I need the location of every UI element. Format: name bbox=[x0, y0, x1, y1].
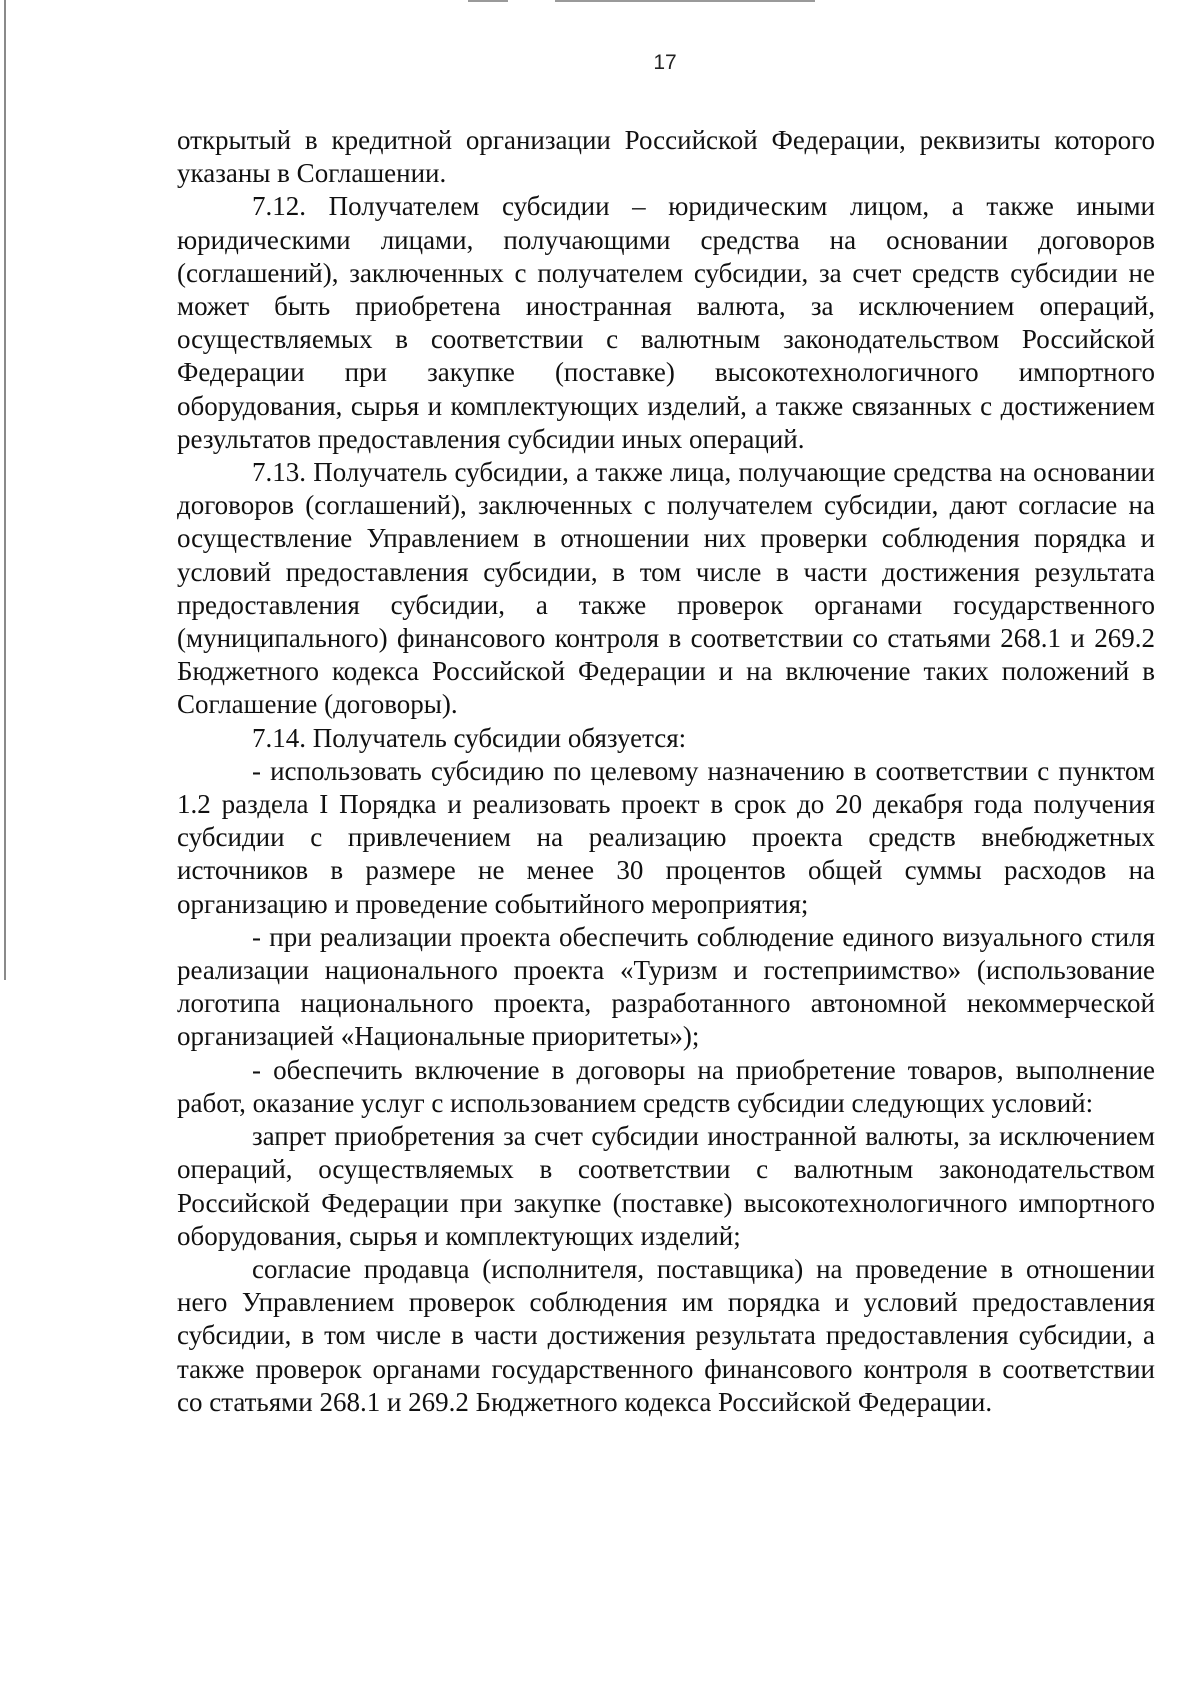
list-item-visual-style: - при реализации проекта обеспечить соблюдение единого визуального стиля реализации национального проекта «Туризм и гостеприимство» (использование логотипа национального проекта, разработанного автономной некоммерческой организацией «Национальные приоритеты»); bbox=[177, 921, 1155, 1052]
condition-seller-consent: согласие продавца (исполнителя, поставщика) на проведение в отношении него Управлением проверок соблюдения им порядка и условий предоставления субсидии, в том числе в части достижения результата предоставления субсидии, а также проверок органами государственного финансового контроля в соответствии со статьями 268.1 и 269.2 Бюджетного кодекса Российской Федерации. bbox=[177, 1253, 1155, 1417]
scan-border-top-segment bbox=[555, 0, 815, 2]
paragraph-7-12: 7.12. Получателем субсидии – юридическим лицом, а также иными юридическими лицами, получающими средства на основании договоров (соглашений), заключенных с получателем субсидии, за счет средств субсидии не может быть приобретена иностранная валюта, за исключением операций, осуществляемых в соответствии с валютным законодательством Российской Федерации при закупке (поставке) высокотехнологичного импортного оборудования, сырья и комплектующих изделий, а также связанных с достижением результатов предоставления субсидии иных операций. bbox=[177, 191, 1155, 454]
list-item-target-use: - использовать субсидию по целевому назначению в соответствии с пунктом 1.2 раздела I Порядка и реализовать проект в срок до 20 декабря года получения субсидии с привлечением на реализацию проекта средств внебюджетных источников в размере не менее 30 процентов общей суммы расходов на организацию и проведение событийного мероприятия; bbox=[177, 755, 1155, 919]
paragraph-7-13: 7.13. Получатель субсидии, а также лица, получающие средства на основании договоров (соглашений), заключенных с получателем субсидии, дают согласие на осуществление Управлением в отношении них проверки соблюдения порядка и условий предоставления субсидии, в том числе в части достижения результата предоставления субсидии, а также проверок органами государственного (муниципального) финансового контроля в соответствии со статьями 268.1 и 269.2 Бюджетного кодекса Российской Федерации и на включение таких положений в Соглашение (договоры). bbox=[177, 457, 1155, 720]
page-number: 17 bbox=[653, 51, 677, 74]
scan-border-top-segment bbox=[468, 0, 508, 2]
paragraph-continuation: открытый в кредитной организации Российской Федерации, реквизиты которого указаны в Соглашении. bbox=[177, 125, 1155, 189]
paragraph-7-14: 7.14. Получатель субсидии обязуется: bbox=[252, 722, 687, 753]
scan-border-left bbox=[4, 0, 6, 980]
condition-currency-ban: запрет приобретения за счет субсидии иностранной валюты, за исключением операций, осуществляемых в соответствии с валютным законодательством Российской Федерации при закупке (поставке) высокотехнологичного импортного оборудования, сырья и комплектующих изделий; bbox=[177, 1121, 1155, 1251]
document-body bbox=[177, 124, 1155, 1419]
list-item-contract-conditions: - обеспечить включение в договоры на приобретение товаров, выполнение работ, оказание услуг с использованием средств субсидии следующих условий: bbox=[177, 1054, 1155, 1118]
